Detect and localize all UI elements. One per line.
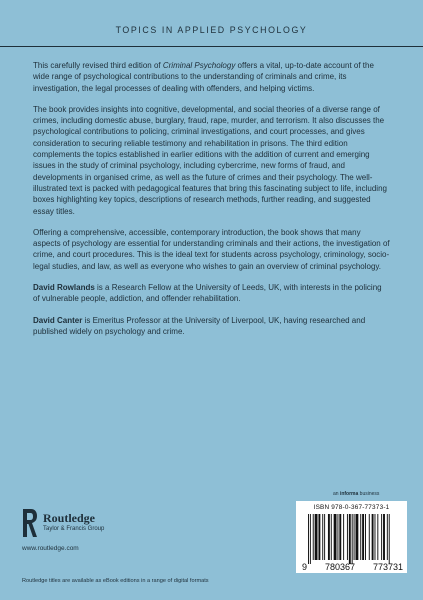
blurb-paragraph-1 [33,60,390,94]
barcode-bar [308,514,309,564]
barcode-bar [349,514,351,564]
informa-suffix: business [358,491,380,497]
blurb-paragraph-3: Offering a comprehensive, accessible, contemporary introduction, the book shows that many aspects of psychology are essential for understanding criminals and their actions, the investigation of crime, and court procedures. This is the ideal text for students across psychology, criminology, socio-legal studies, and law, as well as everyone who wishes to gain an overview of criminal psychology. [33,227,390,271]
blurb-paragraph-2: The book provides insights into cognitive, developmental, and social theories of a diverse range of crimes, including domestic abuse, burglary, fraud, rape, murder, and terrorism. It also discusses the psychological contributions to policing, criminal investigations, and court processes, and gives consideration to securing reliable testimony and rehabilitation in prisons. The third edition complements the topics established in earlier editions with the addition of current and emerging issues in the study of criminal psychology, including cybercrime, new forms of fraud, and developments in organised crime, as well as the future of crimes and their psychology. The well-illustrated text is packed with pedagogical features that bring this fascinating subject to life, including boxes highlighting key topics, descriptions of research methods, further reading, and suggested essay titles. [33,104,387,216]
barcode-bar [347,514,348,560]
barcode-bar [322,514,323,560]
barcode-bar [328,514,330,560]
informa-prefix: an [333,491,340,497]
author-bio-text-2: is Emeritus Professor at the University of Liverpool, UK, having researched and published widely on psychology and crime. [33,315,366,336]
barcode-digit-group-1: 780367 [324,562,355,572]
barcode-bar [331,514,332,560]
barcode-bar [354,514,355,560]
isbn-barcode [296,501,407,573]
barcode-digit-group-2: 773731 [372,562,403,572]
informa-word: informa [339,491,359,497]
barcode-bar [387,514,388,560]
series-title: TOPICS IN APPLIED PSYCHOLOGY [115,25,308,35]
barcode-bar [339,514,341,560]
barcode-bar [372,514,374,560]
informa-business-label [333,491,379,497]
barcode-bar [369,514,370,560]
barcode-bar [375,514,376,560]
author-name-1: David Rowlands [33,283,95,293]
barcode-digits [302,562,403,572]
ebook-note: Routledge titles are available as eBook editions in a range of digital formats [22,578,209,584]
author-bio-text-1: is a Research Fellow at the University of Leeds, UK, with interests in the policing of vulnerable people, addiction, and offender rehabilitation. [33,283,382,304]
barcode-bar [356,514,359,560]
barcode-bar [360,514,361,560]
author-bio-2 [33,315,390,338]
barcode-bar [324,514,325,560]
barcode-bar [318,514,320,560]
barcode-bar [343,514,344,560]
barcode-bar [352,514,353,564]
header-divider [0,46,423,47]
routledge-r-logo-icon [22,508,38,538]
barcode-digit-first: 9 [302,562,308,572]
barcode-bars [302,514,402,564]
publisher-group: Taylor & Francis Group [43,526,105,532]
isbn-label: ISBN 978-0-367-77373-1 [313,504,390,511]
barcode-bar [377,514,378,560]
book-title-italic: Criminal Psychology [162,61,236,70]
series-header [0,0,423,46]
publisher-website: www.routledge.com [22,545,79,552]
blurb-p1-start: This carefully revised third edition of [33,61,163,70]
barcode-bar [334,514,337,560]
blurb-p1-end: offers a vital, up-to-date account of the wide range of psychological contributions to the understanding of criminals and crime, its investigation, the legal processes of dealing with offenders, and helping victims. [33,61,374,93]
barcode-bar [365,514,366,560]
back-cover-text [33,60,390,347]
author-name-2: David Canter [33,315,83,325]
barcode-bar [313,514,314,560]
barcode-bar [310,514,311,564]
author-bio-1 [33,282,390,305]
barcode-bar [315,514,318,560]
barcode-bar [383,514,385,560]
barcode-bar [337,514,338,560]
barcode-bar [362,514,364,560]
barcode-bar [381,514,382,560]
barcode-bar [389,514,390,564]
publisher-name: Routledge [43,511,95,525]
